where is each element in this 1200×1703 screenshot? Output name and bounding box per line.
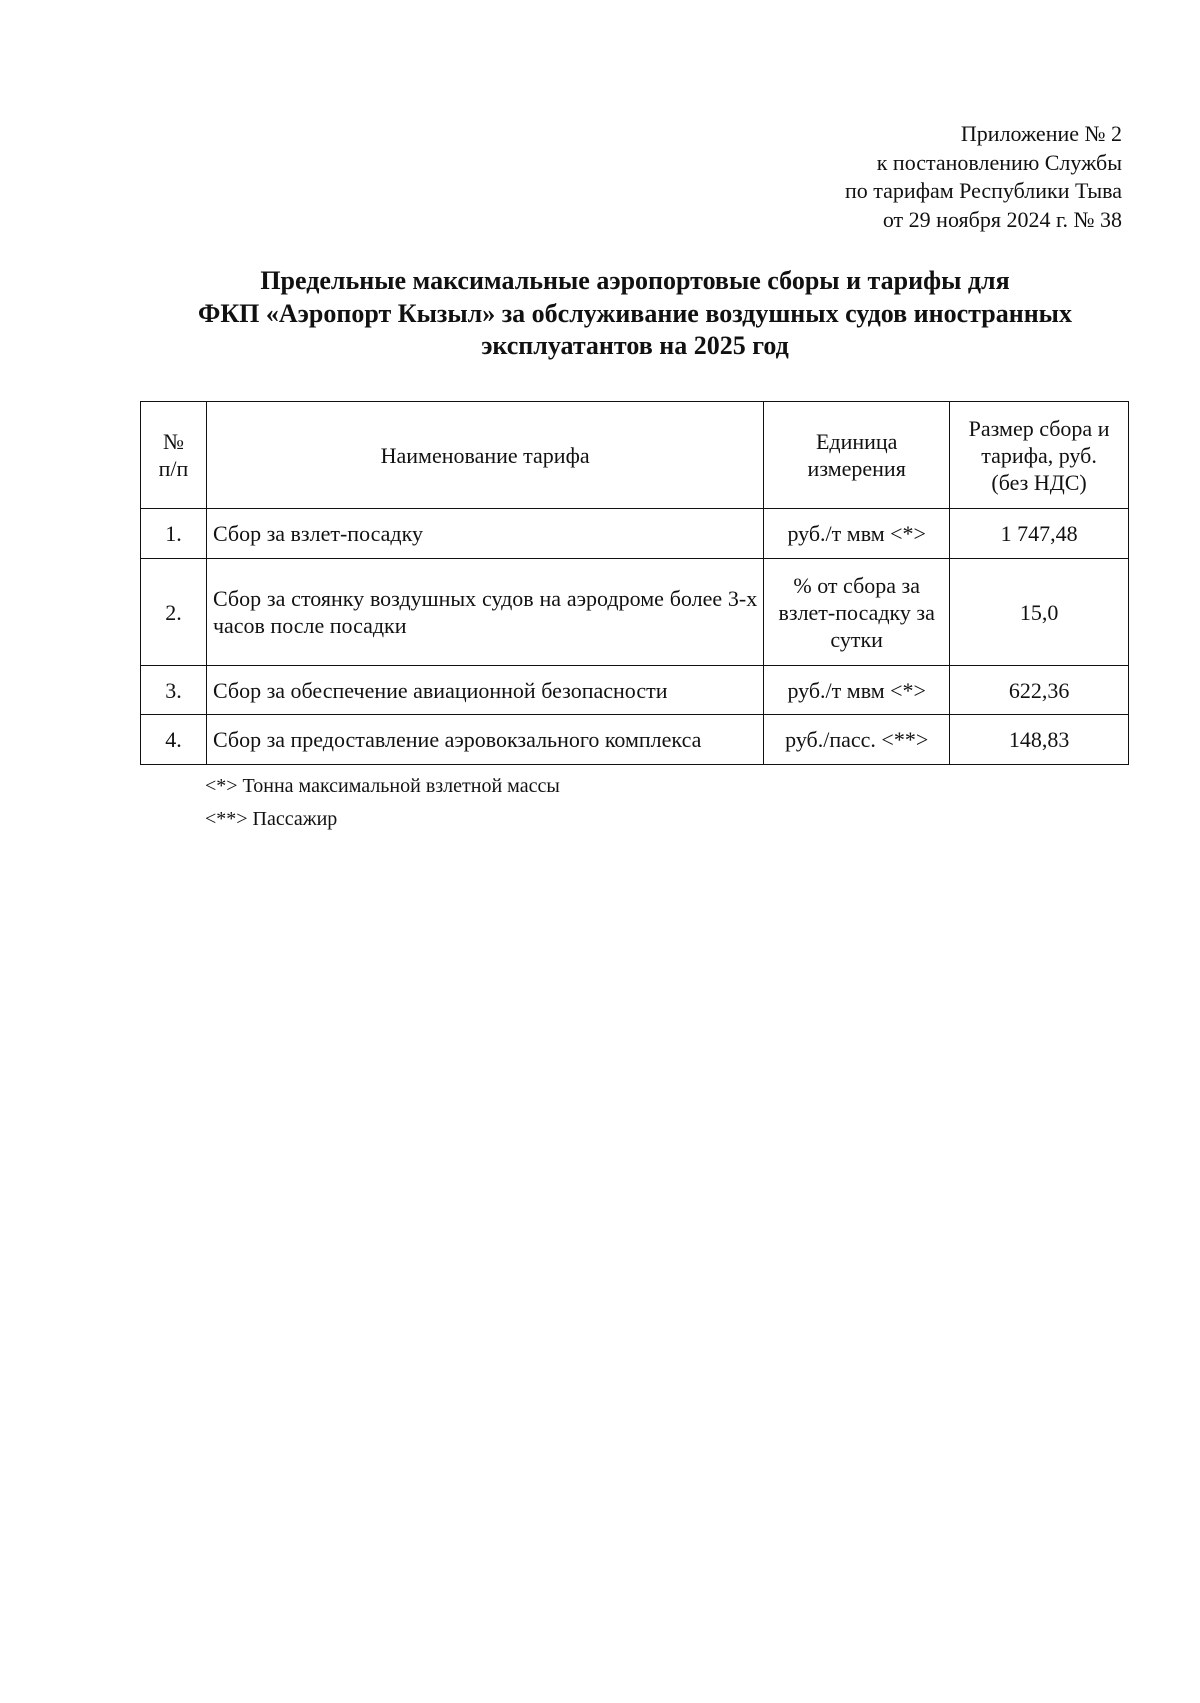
- header-num-line-1: №: [162, 429, 184, 454]
- table-row: [141, 509, 1129, 559]
- footnote-mtow: <*> Тонна максимальной взлетной массы: [205, 775, 560, 797]
- row-num: 4.: [141, 715, 207, 765]
- appendix-date: от 29 ноября 2024 г. № 38: [882, 206, 1122, 232]
- header-num: [141, 402, 207, 509]
- header-value-line-2: тарифа, руб.: [981, 442, 1097, 468]
- header-value-line-1: Размер сбора и: [968, 415, 1110, 441]
- row-value: 148,83: [950, 715, 1129, 765]
- row-unit: [764, 559, 950, 666]
- table-row: [141, 666, 1129, 715]
- header-unit-line-2: измерения: [807, 456, 906, 481]
- title-line-2: ФКП «Аэропорт Кызыл» за обслуживание воздушных судов иностранных: [198, 298, 1072, 328]
- header-unit: [764, 402, 950, 509]
- row-num: 2.: [141, 559, 207, 666]
- header-name: Наименование тарифа: [206, 402, 763, 509]
- document-title: [140, 265, 1130, 363]
- row-num: 1.: [141, 509, 207, 559]
- row-value: 1 747,48: [950, 509, 1129, 559]
- tariff-table: [140, 401, 1129, 765]
- row-name: Сбор за взлет-посадку: [206, 509, 763, 559]
- row-unit: руб./т мвм <*>: [764, 666, 950, 715]
- footnotes: [205, 770, 560, 836]
- table-row: [141, 715, 1129, 765]
- header-value: [950, 402, 1129, 509]
- title-line-1: Предельные максимальные аэропортовые сборы и тарифы для: [260, 266, 1010, 295]
- appendix-resolution: к постановлению Службы: [876, 149, 1122, 175]
- row-unit-line-3: сутки: [830, 626, 883, 652]
- row-unit: руб./т мвм <*>: [764, 509, 950, 559]
- table-row: [141, 559, 1129, 666]
- header-unit-line-1: Единица: [815, 429, 898, 454]
- row-unit-line-1: % от сбора за: [793, 572, 920, 598]
- table-header-row: [141, 402, 1129, 509]
- row-name: Сбор за обеспечение авиационной безопасности: [206, 666, 763, 715]
- row-name: Сбор за предоставление аэровокзального комплекса: [206, 715, 763, 765]
- footnote-passenger: <**> Пассажир: [205, 808, 338, 830]
- row-value: 15,0: [950, 559, 1129, 666]
- row-unit: руб./пасс. <**>: [764, 715, 950, 765]
- appendix-reference: [845, 120, 1122, 234]
- header-num-line-2: п/п: [158, 456, 189, 481]
- appendix-number: Приложение № 2: [960, 121, 1122, 146]
- row-num: 3.: [141, 666, 207, 715]
- appendix-authority: по тарифам Республики Тыва: [845, 178, 1122, 203]
- title-line-3: эксплуатантов на 2025 год: [481, 331, 789, 360]
- row-unit-line-2: взлет-посадку за: [778, 599, 935, 625]
- header-value-line-3: (без НДС): [991, 469, 1087, 495]
- row-name: Сбор за стоянку воздушных судов на аэродроме более 3-х часов после посадки: [206, 559, 763, 666]
- row-value: 622,36: [950, 666, 1129, 715]
